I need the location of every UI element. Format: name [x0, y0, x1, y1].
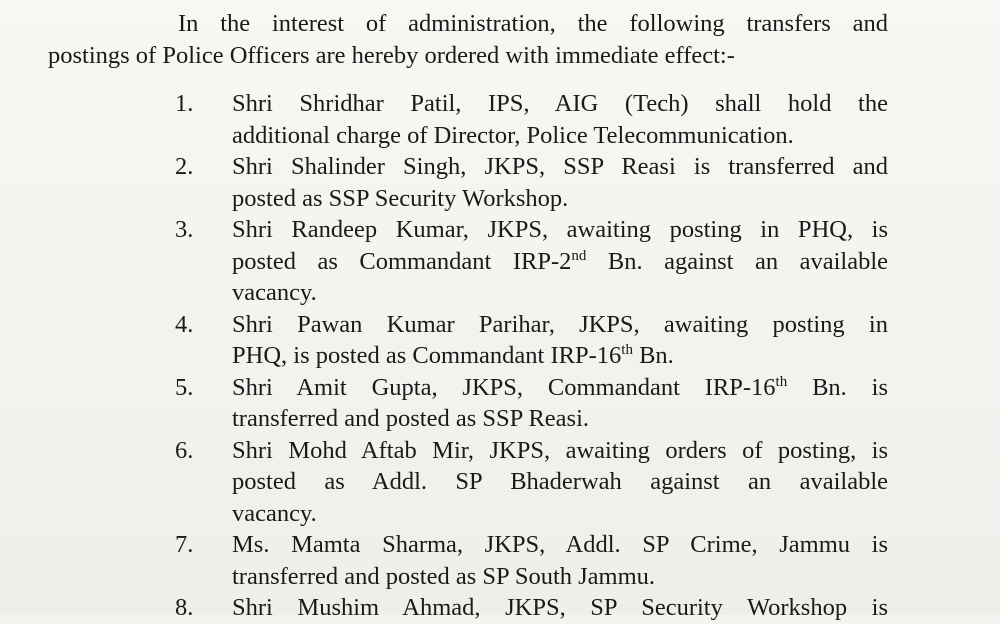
- order-line: Shri Pawan Kumar Parihar, JKPS, awaiting posting in: [232, 310, 888, 338]
- order-line-with-superscript: [232, 372, 888, 404]
- order-line-with-superscript: [232, 246, 888, 278]
- order-line: transferred and posted as SSP Reasi.: [232, 405, 589, 432]
- order-line: posted as SSP Security Workshop.: [232, 184, 569, 212]
- order-number: 7.: [175, 531, 194, 558]
- order-line: Shri Mohd Aftab Mir, JKPS, awaiting orders of posting, is: [232, 436, 888, 464]
- order-item-8: [0, 592, 1000, 624]
- intro-line-1: In the interest of administration, the following transfers and: [178, 10, 888, 37]
- order-line: posted as Addl. SP Bhaderwah against an available: [232, 468, 888, 495]
- order-line-with-superscript: [232, 340, 888, 372]
- order-item-3: [0, 214, 1000, 309]
- order-line: additional charge of Director, Police Telecommunication.: [232, 121, 794, 149]
- order-item-4: [0, 309, 1000, 372]
- order-item-2: [0, 151, 1000, 214]
- order-line: Shri Mushim Ahmad, JKPS, SP Security Workshop is: [232, 594, 888, 621]
- order-text: [232, 88, 888, 151]
- order-text: [232, 372, 888, 435]
- orders-list: [0, 88, 1000, 624]
- order-line: vacancy.: [232, 499, 317, 527]
- order-number: 3.: [175, 216, 194, 243]
- intro-paragraph: [48, 8, 888, 72]
- intro-line-2: postings of Police Officers are hereby ordered with immediate effect:-: [48, 42, 735, 69]
- order-text: [232, 529, 888, 592]
- ordinal-suffix: th: [621, 341, 633, 358]
- order-text: [232, 214, 888, 309]
- ordinal-suffix: th: [775, 373, 788, 390]
- order-text: [232, 435, 888, 530]
- order-number: 8.: [175, 594, 194, 621]
- order-number: 2.: [175, 153, 194, 180]
- ordinal-suffix: nd: [571, 247, 587, 264]
- order-item-5: [0, 372, 1000, 435]
- order-text: [232, 309, 888, 372]
- order-line-part: Bn. against an available: [586, 247, 889, 275]
- order-line: Shri Shalinder Singh, JKPS, SSP Reasi is transferred and: [232, 153, 888, 180]
- order-line: Shri Randeep Kumar, JKPS, awaiting posting in PHQ, is: [232, 216, 888, 243]
- order-text: [232, 151, 888, 214]
- order-line-part: Bn. is: [787, 373, 888, 401]
- order-line-part: PHQ, is posted as Commandant IRP-16: [232, 342, 622, 369]
- order-item-1: [0, 88, 1000, 151]
- order-line: Ms. Mamta Sharma, JKPS, Addl. SP Crime, Jammu is: [232, 531, 888, 558]
- order-line-part: posted as Commandant IRP-2: [232, 247, 572, 275]
- order-number: 6.: [175, 436, 194, 464]
- order-item-6: [0, 435, 1000, 530]
- order-number: 1.: [175, 90, 194, 117]
- order-line-part: Shri Amit Gupta, JKPS, Commandant IRP-16: [232, 373, 776, 401]
- order-line: transferred and posted as SP South Jammu.: [232, 562, 656, 590]
- order-item-7: [0, 529, 1000, 592]
- order-number: 4.: [175, 310, 194, 338]
- order-number: 5.: [175, 373, 194, 401]
- order-line-part: Bn.: [632, 342, 674, 369]
- order-line: Shri Shridhar Patil, IPS, AIG (Tech) shall hold the: [232, 90, 888, 117]
- order-line: vacancy.: [232, 279, 317, 306]
- order-text: [232, 592, 888, 624]
